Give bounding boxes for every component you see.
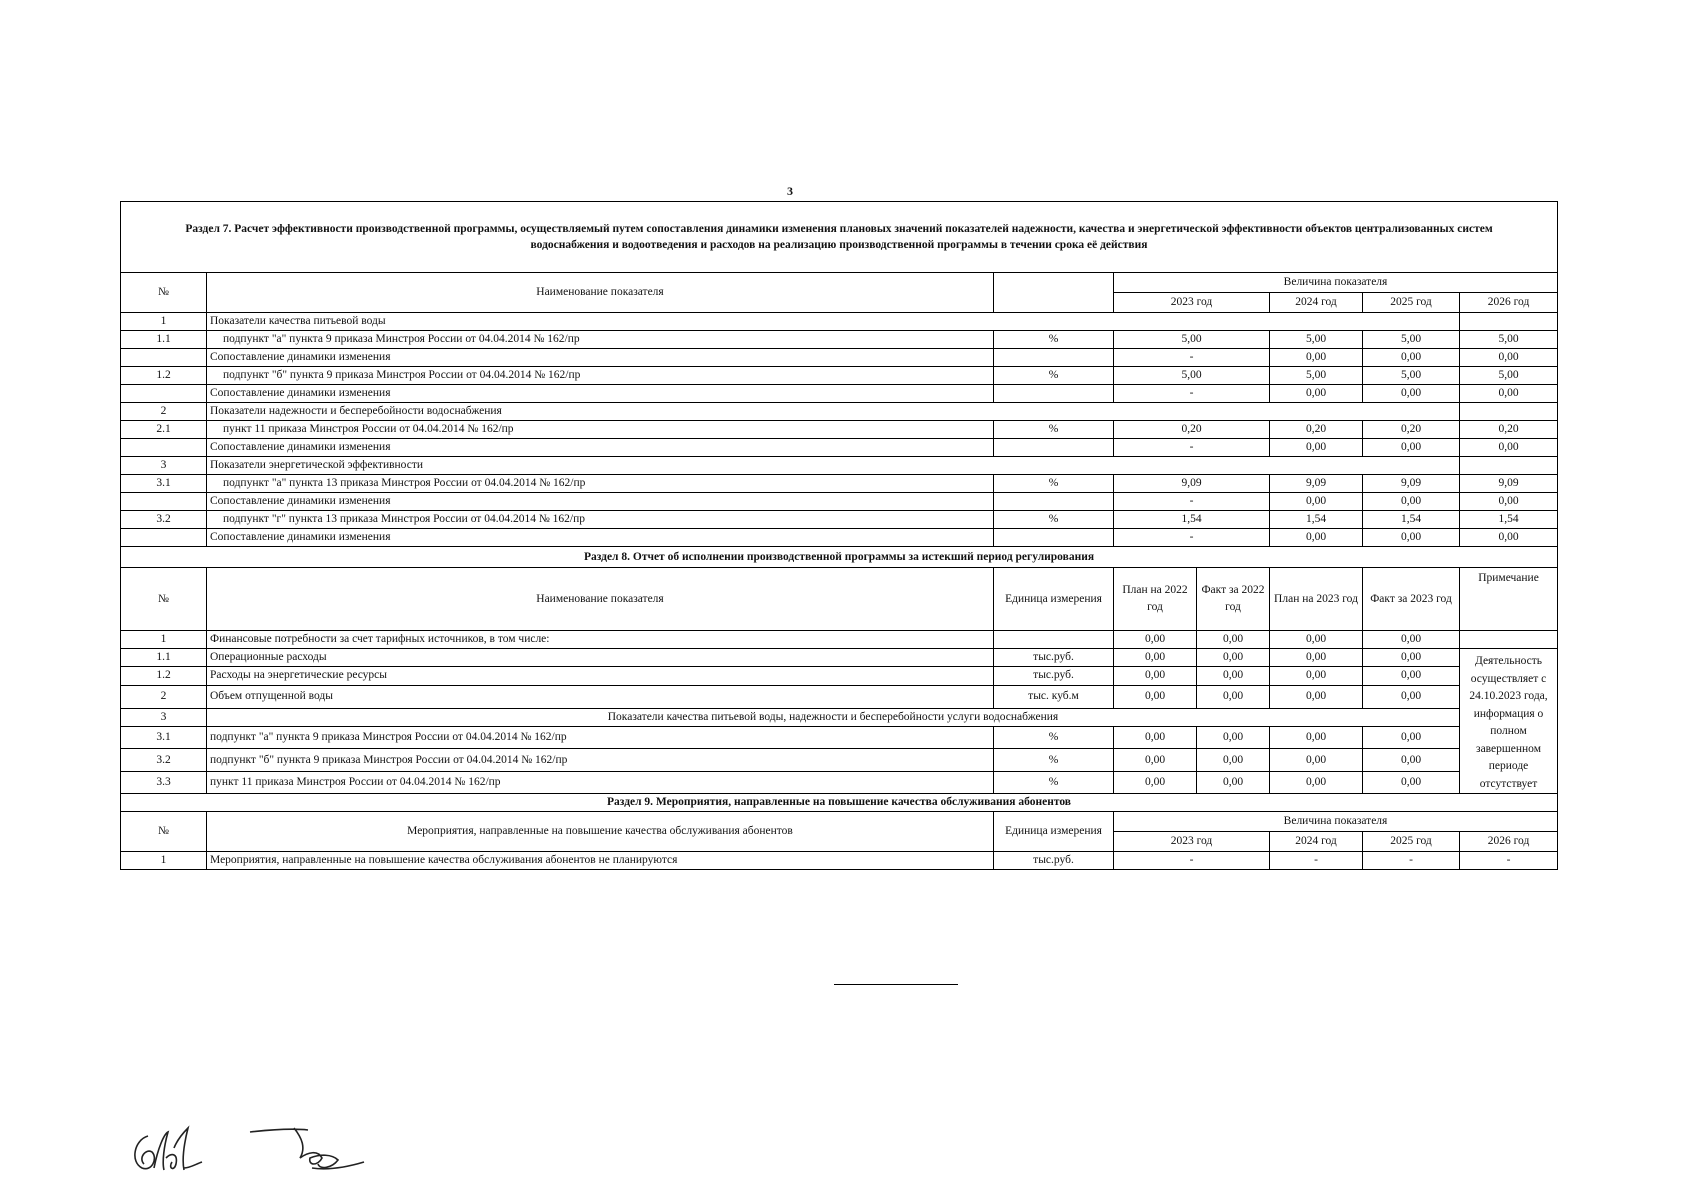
col-header-name: Наименование показателя [207, 273, 994, 313]
value-2026: 0,00 [1460, 439, 1558, 457]
value-2024: 9,09 [1270, 475, 1363, 493]
value-2026: 1,54 [1460, 511, 1558, 529]
value-2023: - [1114, 852, 1270, 870]
section7-row [121, 511, 1558, 529]
indicator-name: Финансовые потребности за счет тарифных источников, в том числе: [207, 631, 994, 649]
row-number [121, 529, 207, 547]
value-2026: 5,00 [1460, 331, 1558, 349]
row-number: 3 [121, 708, 207, 726]
col-header-2023: 2023 год [1114, 832, 1270, 852]
unit-cell [994, 349, 1114, 367]
plan-2022: 0,00 [1114, 667, 1197, 685]
col-header-name: Наименование показателя [207, 568, 994, 631]
row-number: 1.1 [121, 331, 207, 349]
col-header-fact-2022: Факт за 2022 год [1197, 568, 1270, 631]
value-2026: - [1460, 852, 1558, 870]
value-2026: 0,00 [1460, 493, 1558, 511]
section9-header-row [121, 812, 1558, 832]
section8-row [121, 685, 1558, 708]
row-number: 1 [121, 852, 207, 870]
col-header-2024: 2024 год [1270, 832, 1363, 852]
fact-2023: 0,00 [1363, 631, 1460, 649]
plan-2023: 0,00 [1270, 685, 1363, 708]
indicator-name: Объем отпущенной воды [207, 685, 994, 708]
value-2023: 5,00 [1114, 367, 1270, 385]
section7-row [121, 403, 1558, 421]
section8-title-row [121, 547, 1558, 568]
col-header-value: Величина показателя [1114, 273, 1558, 293]
value-2025: - [1363, 852, 1460, 870]
unit-cell: % [994, 511, 1114, 529]
report-table [120, 201, 1558, 870]
col-header-unit [994, 273, 1114, 313]
col-header-name: Мероприятия, направленные на повышение качества обслуживания абонентов [207, 812, 994, 852]
unit-cell: тыс.руб. [994, 649, 1114, 667]
signature-1 [128, 1118, 204, 1178]
indicator-name: подпункт "а" пункта 13 приказа Минстроя России от 04.04.2014 № 162/пр [207, 475, 994, 493]
plan-2023: 0,00 [1270, 631, 1363, 649]
col-header-fact-2023: Факт за 2023 год [1363, 568, 1460, 631]
value-2025: 0,00 [1363, 439, 1460, 457]
group-name: Показатели энергетической эффективности [207, 457, 1460, 475]
empty-cell [1460, 313, 1558, 331]
fact-2023: 0,00 [1363, 685, 1460, 708]
plan-2022: 0,00 [1114, 749, 1197, 771]
fact-2023: 0,00 [1363, 749, 1460, 771]
value-2026: 5,00 [1460, 367, 1558, 385]
closing-rule [834, 984, 958, 985]
value-2025: 0,00 [1363, 349, 1460, 367]
value-2026: 0,00 [1460, 385, 1558, 403]
col-header-2025: 2025 год [1363, 832, 1460, 852]
col-header-unit: Единица измерения [994, 812, 1114, 852]
unit-cell [994, 631, 1114, 649]
value-2025: 9,09 [1363, 475, 1460, 493]
value-2024: 0,00 [1270, 493, 1363, 511]
group-name: Показатели качества питьевой воды, надежности и бесперебойности услуги водоснабжения [207, 708, 1460, 726]
section7-row [121, 529, 1558, 547]
plan-2023: 0,00 [1270, 749, 1363, 771]
row-number: 2 [121, 403, 207, 421]
value-2023: 0,20 [1114, 421, 1270, 439]
row-number: 2.1 [121, 421, 207, 439]
col-header-number: № [121, 273, 207, 313]
value-2024: 1,54 [1270, 511, 1363, 529]
value-2023: - [1114, 385, 1270, 403]
plan-2022: 0,00 [1114, 631, 1197, 649]
section7-title-row [121, 202, 1558, 273]
row-number: 1.1 [121, 649, 207, 667]
unit-cell: % [994, 421, 1114, 439]
unit-cell: тыс.руб. [994, 667, 1114, 685]
section7-row [121, 313, 1558, 331]
section8-row [121, 749, 1558, 771]
signature-2 [248, 1118, 368, 1178]
section7-row [121, 421, 1558, 439]
indicator-name: Сопоставление динамики изменения [207, 349, 994, 367]
row-number: 3.2 [121, 511, 207, 529]
fact-2023: 0,00 [1363, 667, 1460, 685]
unit-cell: % [994, 749, 1114, 771]
unit-cell: % [994, 771, 1114, 793]
row-number: 3.3 [121, 771, 207, 793]
section9-row [121, 852, 1558, 870]
indicator-name: Сопоставление динамики изменения [207, 385, 994, 403]
row-number: 1.2 [121, 667, 207, 685]
row-number [121, 385, 207, 403]
value-2024: 0,20 [1270, 421, 1363, 439]
row-number: 3.1 [121, 475, 207, 493]
fact-2022: 0,00 [1197, 649, 1270, 667]
col-header-number: № [121, 568, 207, 631]
value-2024: - [1270, 852, 1363, 870]
section7-title: Раздел 7. Расчет эффективности производственной программы, осуществляемый путем сопоставления динамики изменения плановых значений показателей надежности, качества и энергетической эффективности объектов централизованных систем водоснабжения и водоотведения и расходов на реализацию производственной программы в течении срока её действия [121, 202, 1558, 273]
row-number: 3.1 [121, 727, 207, 749]
section8-row [121, 667, 1558, 685]
plan-2022: 0,00 [1114, 727, 1197, 749]
value-2023: 1,54 [1114, 511, 1270, 529]
unit-cell: тыс. куб.м [994, 685, 1114, 708]
row-number: 2 [121, 685, 207, 708]
fact-2022: 0,00 [1197, 727, 1270, 749]
value-2023: - [1114, 493, 1270, 511]
col-header-number: № [121, 812, 207, 852]
unit-cell [994, 439, 1114, 457]
row-number: 3 [121, 457, 207, 475]
section8-row [121, 771, 1558, 793]
section8-header-row [121, 568, 1558, 631]
unit-cell: тыс.руб. [994, 852, 1114, 870]
section7-row [121, 367, 1558, 385]
section7-row [121, 493, 1558, 511]
measure-name: Мероприятия, направленные на повышение качества обслуживания абонентов не планируются [207, 852, 994, 870]
row-number [121, 349, 207, 367]
section9-title: Раздел 9. Мероприятия, направленные на повышение качества обслуживания абонентов [121, 794, 1558, 812]
page-number: 3 [787, 184, 793, 198]
row-number [121, 493, 207, 511]
col-header-plan-2022: План на 2022 год [1114, 568, 1197, 631]
fact-2022: 0,00 [1197, 771, 1270, 793]
value-2024: 0,00 [1270, 349, 1363, 367]
indicator-name: подпункт "г" пункта 13 приказа Минстроя России от 04.04.2014 № 162/пр [207, 511, 994, 529]
unit-cell [994, 493, 1114, 511]
fact-2022: 0,00 [1197, 685, 1270, 708]
value-2023: 5,00 [1114, 331, 1270, 349]
indicator-name: подпункт "б" пункта 9 приказа Минстроя России от 04.04.2014 № 162/пр [207, 749, 994, 771]
indicator-name: Сопоставление динамики изменения [207, 529, 994, 547]
value-2024: 0,00 [1270, 529, 1363, 547]
indicator-name: подпункт "а" пункта 9 приказа Минстроя России от 04.04.2014 № 162/пр [207, 331, 994, 349]
indicator-name: Сопоставление динамики изменения [207, 439, 994, 457]
value-2024: 5,00 [1270, 331, 1363, 349]
value-2025: 0,00 [1363, 493, 1460, 511]
note-text: Деятельность осуществляет с 24.10.2023 года, информация о полном завершенном периоде отсутствует [1460, 649, 1558, 794]
plan-2022: 0,00 [1114, 771, 1197, 793]
indicator-name: Операционные расходы [207, 649, 994, 667]
row-number: 1.2 [121, 367, 207, 385]
value-2026: 0,20 [1460, 421, 1558, 439]
table-cell [1460, 631, 1558, 649]
group-name: Показатели надежности и бесперебойности водоснабжения [207, 403, 1460, 421]
plan-2023: 0,00 [1270, 771, 1363, 793]
section7-row [121, 331, 1558, 349]
empty-cell [1460, 457, 1558, 475]
row-number: 1 [121, 631, 207, 649]
indicator-name: пункт 11 приказа Минстроя России от 04.04.2014 № 162/пр [207, 421, 994, 439]
group-name: Показатели качества питьевой воды [207, 313, 1460, 331]
value-2024: 5,00 [1270, 367, 1363, 385]
plan-2023: 0,00 [1270, 667, 1363, 685]
value-2024: 0,00 [1270, 385, 1363, 403]
row-number: 1 [121, 313, 207, 331]
row-number [121, 439, 207, 457]
value-2025: 1,54 [1363, 511, 1460, 529]
col-header-unit: Единица измерения [994, 568, 1114, 631]
fact-2022: 0,00 [1197, 749, 1270, 771]
indicator-name: подпункт "а" пункта 9 приказа Минстроя России от 04.04.2014 № 162/пр [207, 727, 994, 749]
section9-title-row [121, 794, 1558, 812]
unit-cell: % [994, 475, 1114, 493]
value-2026: 0,00 [1460, 349, 1558, 367]
plan-2023: 0,00 [1270, 649, 1363, 667]
value-2025: 0,20 [1363, 421, 1460, 439]
row-number: 3.2 [121, 749, 207, 771]
unit-cell: % [994, 367, 1114, 385]
col-header-2026: 2026 год [1460, 293, 1558, 313]
fact-2022: 0,00 [1197, 667, 1270, 685]
section7-row [121, 475, 1558, 493]
section7-row [121, 385, 1558, 403]
indicator-name: подпункт "б" пункта 9 приказа Минстроя России от 04.04.2014 № 162/пр [207, 367, 994, 385]
col-header-2024: 2024 год [1270, 293, 1363, 313]
col-header-2023: 2023 год [1114, 293, 1270, 313]
value-2024: 0,00 [1270, 439, 1363, 457]
plan-2022: 0,00 [1114, 649, 1197, 667]
unit-cell: % [994, 727, 1114, 749]
indicator-name: Сопоставление динамики изменения [207, 493, 994, 511]
value-2025: 5,00 [1363, 367, 1460, 385]
value-2025: 0,00 [1363, 529, 1460, 547]
section8-title: Раздел 8. Отчет об исполнении производственной программы за истекший период регулирования [121, 547, 1558, 568]
empty-cell [1460, 403, 1558, 421]
col-header-note: Примечание [1460, 568, 1558, 631]
value-2023: 9,09 [1114, 475, 1270, 493]
indicator-name: пункт 11 приказа Минстроя России от 04.04.2014 № 162/пр [207, 771, 994, 793]
fact-2023: 0,00 [1363, 649, 1460, 667]
unit-cell [994, 385, 1114, 403]
indicator-name: Расходы на энергетические ресурсы [207, 667, 994, 685]
value-2023: - [1114, 349, 1270, 367]
section8-row [121, 727, 1558, 749]
fact-2023: 0,00 [1363, 771, 1460, 793]
fact-2023: 0,00 [1363, 727, 1460, 749]
value-2025: 0,00 [1363, 385, 1460, 403]
value-2026: 0,00 [1460, 529, 1558, 547]
value-2023: - [1114, 439, 1270, 457]
value-2025: 5,00 [1363, 331, 1460, 349]
section8-row [121, 649, 1558, 667]
value-2023: - [1114, 529, 1270, 547]
section8-group-row [121, 708, 1558, 726]
section7-row [121, 349, 1558, 367]
col-header-2025: 2025 год [1363, 293, 1460, 313]
col-header-plan-2023: План на 2023 год [1270, 568, 1363, 631]
section8-row [121, 631, 1558, 649]
unit-cell: % [994, 331, 1114, 349]
plan-2022: 0,00 [1114, 685, 1197, 708]
section7-row [121, 457, 1558, 475]
plan-2023: 0,00 [1270, 727, 1363, 749]
section7-header-row [121, 273, 1558, 293]
section7-row [121, 439, 1558, 457]
col-header-2026: 2026 год [1460, 832, 1558, 852]
unit-cell [994, 529, 1114, 547]
fact-2022: 0,00 [1197, 631, 1270, 649]
value-2026: 9,09 [1460, 475, 1558, 493]
col-header-value: Величина показателя [1114, 812, 1558, 832]
